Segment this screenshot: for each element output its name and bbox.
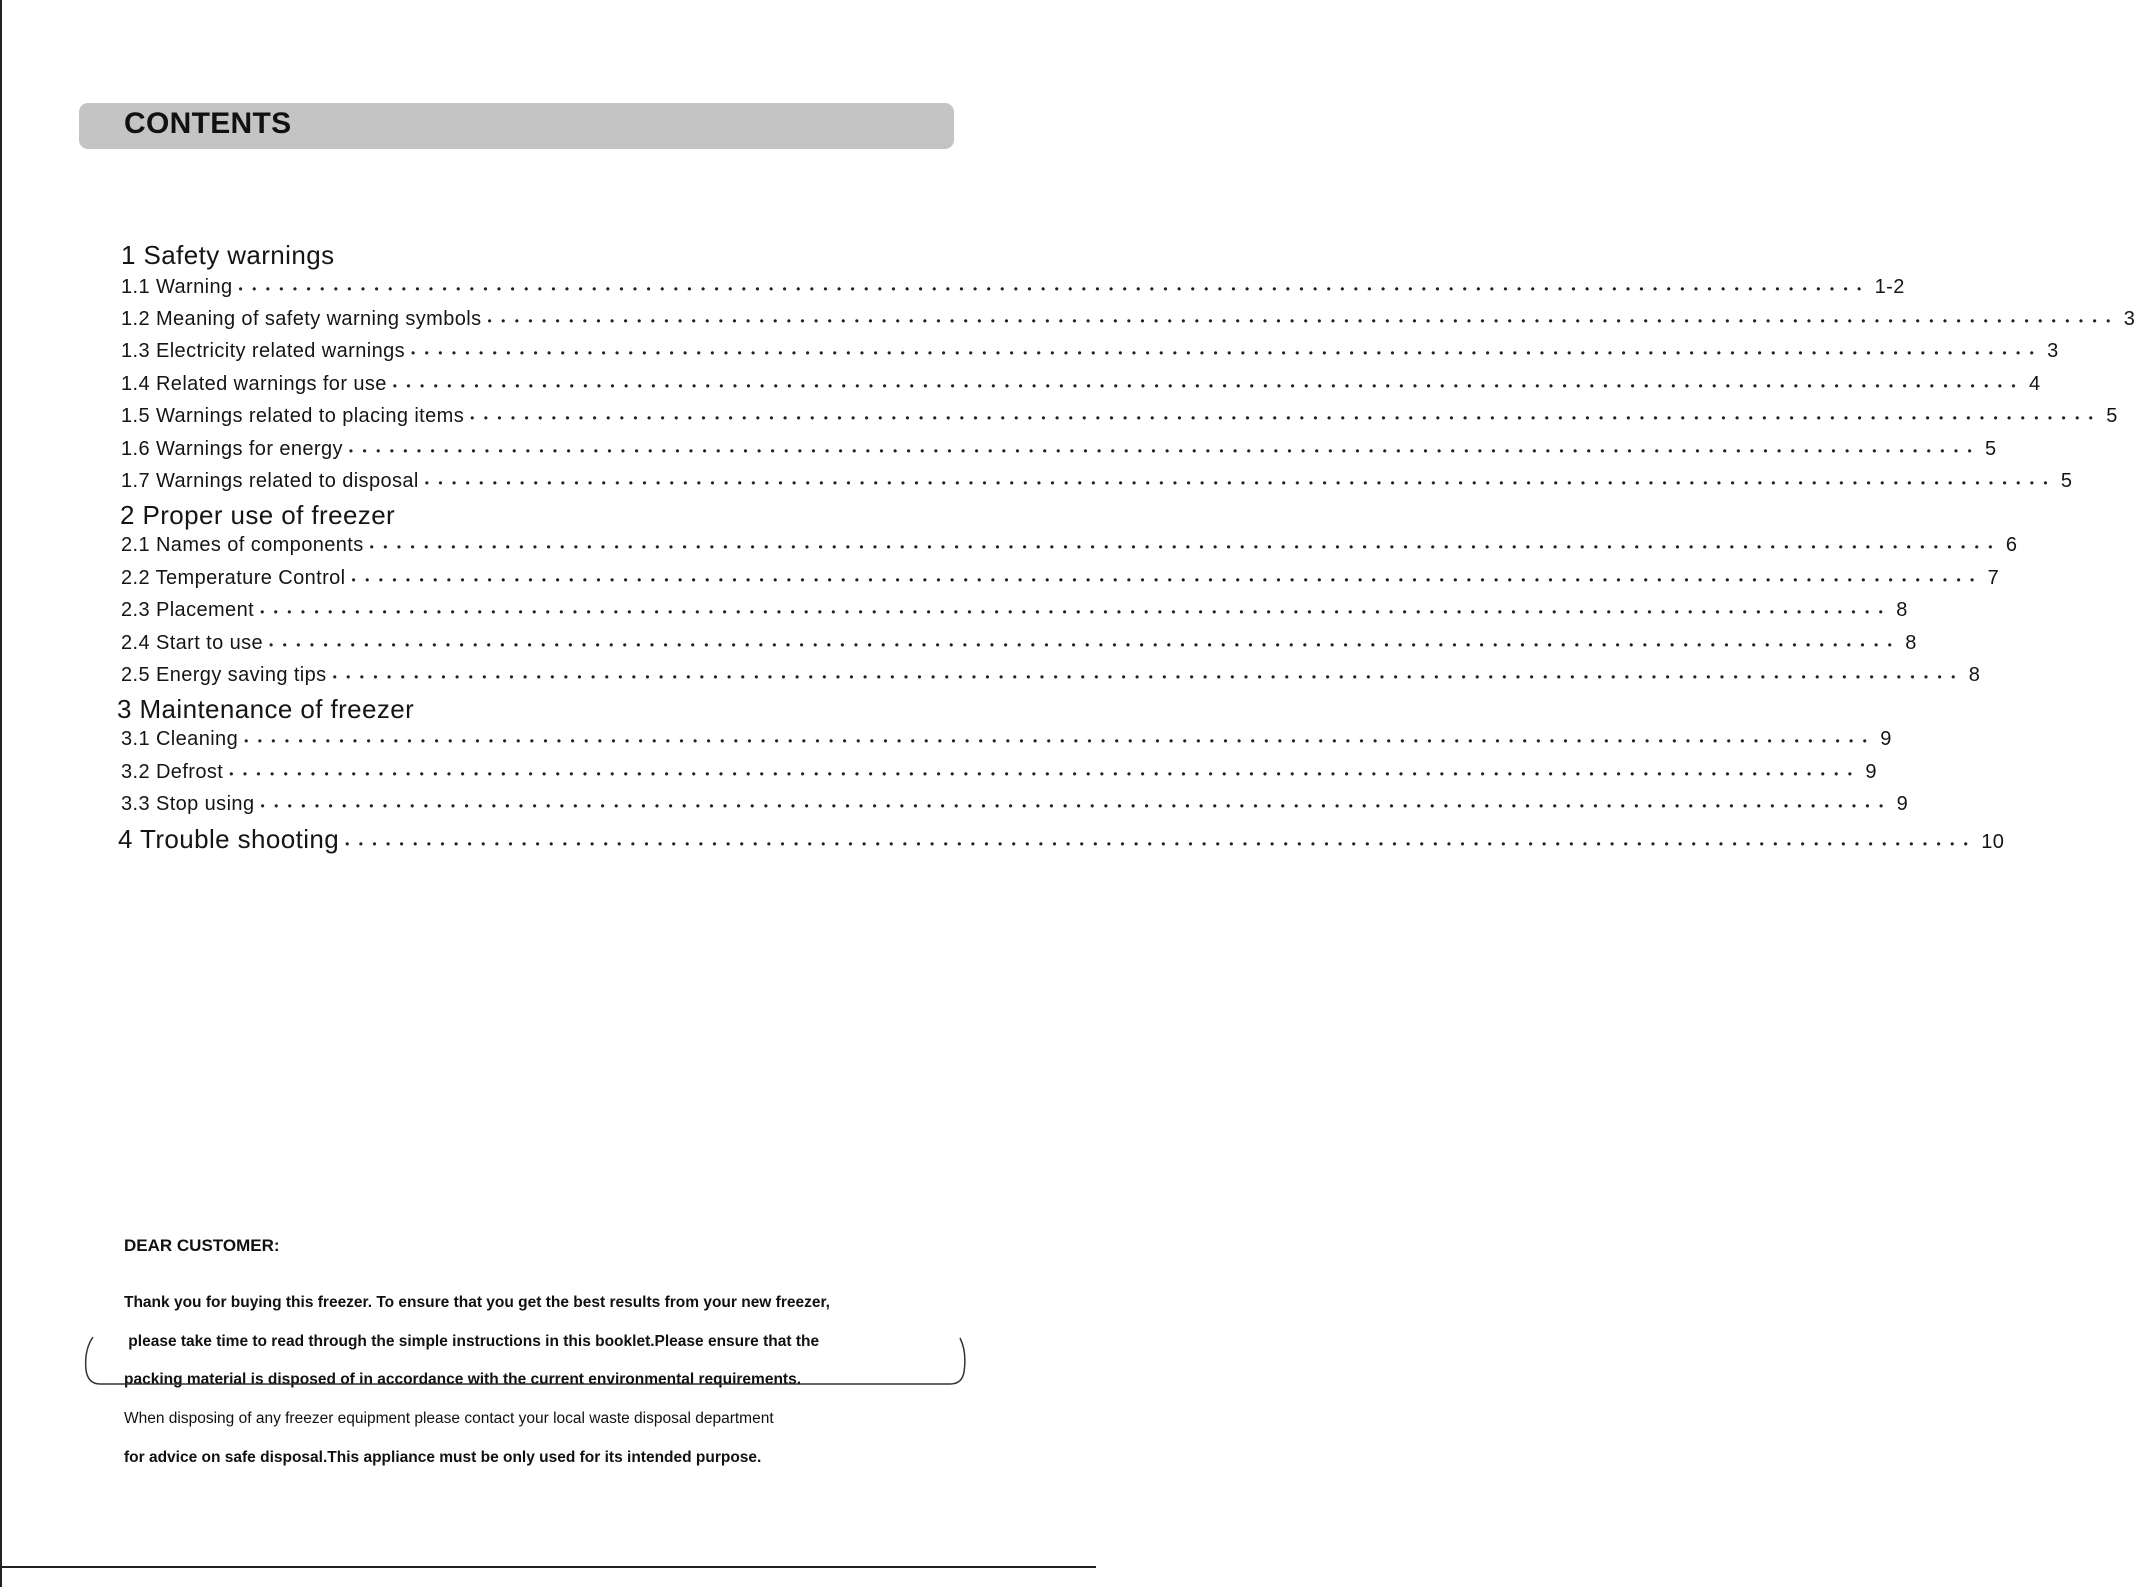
toc-page-number: 3: [2123, 308, 2135, 330]
toc-entry-title: 2.2 Temperature Control: [121, 567, 346, 589]
toc-entry: [121, 438, 1997, 461]
toc-entry: [121, 405, 2118, 428]
toc-page-number: 5: [1985, 438, 1997, 460]
toc-entry: [121, 534, 2018, 557]
toc-dot-leader: ••••••••••••••••••••••••••••••••••••••••••••••••••••••••••••••••••••••••••••••••••••••••••••••••••••••••••••••••••••••••: [392, 379, 2025, 393]
toc-entry-title: 1 Safety warnings: [121, 240, 335, 270]
toc-entry: [121, 470, 2073, 493]
toc-entry: [121, 340, 2059, 363]
toc-entry-title: 2.5 Energy saving tips: [121, 664, 327, 686]
toc-entry: [121, 567, 2000, 590]
customer-line: packing material is disposed of in accordance with the current environmental requirements.: [124, 1371, 802, 1389]
toc-dot-leader: ••••••••••••••••••••••••••••••••••••••••••••••••••••••••••••••••••••••••••••••••••••••••••••••••••••••••••••••••••••••••: [260, 605, 1893, 619]
toc-page-number: 8: [1905, 632, 1917, 654]
toc-entry-title: 4 Trouble shooting: [118, 824, 340, 854]
toc-entry: [121, 761, 1877, 784]
toc-entry: [121, 793, 1909, 816]
toc-entry-title: 3 Maintenance of freezer: [117, 694, 415, 724]
toc-dot-leader: ••••••••••••••••••••••••••••••••••••••••••••••••••••••••••••••••••••••••••••••••••••••••••••••••••••••••••••••••••••••••: [424, 476, 2057, 490]
toc-page-number: 10: [1981, 831, 2005, 853]
customer-line: Thank you for buying this freezer. To ensure that you get the best results from your new freezer,: [124, 1294, 830, 1312]
toc-entry-title: 3.3 Stop using: [121, 793, 255, 815]
toc-page-number: 5: [2106, 405, 2118, 427]
toc-entry: [121, 664, 1981, 687]
toc-dot-leader: ••••••••••••••••••••••••••••••••••••••••••••••••••••••••••••••••••••••••••••••••••••••••••••••••••••••••••••••••••••••••: [229, 767, 1862, 781]
toc-page-number: 8: [1968, 664, 1981, 686]
toc-dot-leader: ••••••••••••••••••••••••••••••••••••••••••••••••••••••••••••••••••••••••••••••••••••••••••••••••••••••••••••••••••••••••: [369, 540, 2002, 554]
toc-entry-title: 1.3 Electricity related warnings: [121, 340, 406, 362]
toc-page-number: 3: [2047, 340, 2059, 362]
toc-page-number: 4: [2028, 373, 2041, 395]
toc-entry: [121, 276, 1905, 299]
customer-line: for advice on safe disposal.This appliance must be only used for its intended purpose.: [124, 1448, 762, 1466]
toc-section: [120, 500, 620, 531]
toc-page-number: 7: [1987, 567, 2000, 589]
toc-page-number: 9: [1880, 728, 1892, 750]
toc-entry-title: 1.4 Related warnings for use: [121, 373, 387, 395]
toc-entry: [121, 599, 1908, 622]
toc-dot-leader: ••••••••••••••••••••••••••••••••••••••••••••••••••••••••••••••••••••••••••••••••••••••••••••••••••••••••••••••••••••••••: [351, 573, 1984, 587]
customer-heading: DEAR CUSTOMER:: [124, 1236, 280, 1255]
toc-dot-leader: ••••••••••••••••••••••••••••••••••••••••••••••••••••••••••••••••••••••••••••••••••••••••••••••••••••••••••••••••••••••••: [345, 837, 1978, 851]
toc-entry-title: 1.1 Warning: [121, 276, 233, 298]
toc-entry: [121, 308, 2135, 331]
page-title: CONTENTS: [124, 107, 292, 140]
toc-dot-leader: ••••••••••••••••••••••••••••••••••••••••••••••••••••••••••••••••••••••••••••••••••••••••••••••••••••••••••••••••••••••••: [260, 799, 1893, 813]
toc-dot-leader: ••••••••••••••••••••••••••••••••••••••••••••••••••••••••••••••••••••••••••••••••••••••••••••••••••••••••••••••••••••••••: [269, 638, 1902, 652]
toc-section: [121, 240, 621, 271]
toc-dot-leader: ••••••••••••••••••••••••••••••••••••••••••••••••••••••••••••••••••••••••••••••••••••••••••••••••••••••••••••••••••••••••: [348, 444, 1982, 458]
toc-dot-leader: ••••••••••••••••••••••••••••••••••••••••••••••••••••••••••••••••••••••••••••••••••••••••••••••••••••••••••••••••••••••••: [238, 282, 1871, 296]
toc-page-number: 6: [2005, 534, 2018, 556]
notice-bracket: [80, 1330, 975, 1390]
toc-dot-leader: ••••••••••••••••••••••••••••••••••••••••••••••••••••••••••••••••••••••••••••••••••••••••••••••••••••••••••••••••••••••••: [411, 346, 2044, 360]
toc-dot-leader: ••••••••••••••••••••••••••••••••••••••••••••••••••••••••••••••••••••••••••••••••••••••••••••••••••••••••••••••••••••••••: [332, 670, 1965, 684]
toc-entry-title: 1.6 Warnings for energy: [121, 438, 343, 460]
toc-dot-leader: ••••••••••••••••••••••••••••••••••••••••••••••••••••••••••••••••••••••••••••••••••••••••••••••••••••••••••••••••••••••••: [487, 314, 2120, 328]
toc-dot-leader: ••••••••••••••••••••••••••••••••••••••••••••••••••••••••••••••••••••••••••••••••••••••••••••••••••••••••••••••••••••••••: [244, 734, 1877, 748]
toc-entry-title: 2 Proper use of freezer: [120, 500, 396, 530]
toc-page-number: 9: [1865, 761, 1877, 783]
toc-entry-title: 3.1 Cleaning: [121, 728, 239, 750]
toc-page-number: 9: [1896, 793, 1909, 815]
toc-dot-leader: ••••••••••••••••••••••••••••••••••••••••••••••••••••••••••••••••••••••••••••••••••••••••••••••••••••••••••••••••••••••••: [470, 411, 2103, 425]
toc-entry-title: 1.7 Warnings related to disposal: [121, 470, 419, 492]
toc-entry-title: 2.4 Start to use: [121, 632, 264, 654]
toc-entry-title: 2.1 Names of components: [121, 534, 364, 556]
customer-line: please take time to read through the simple instructions in this booklet.Please ensure that the: [124, 1332, 820, 1350]
toc-page-number: 1-2: [1874, 276, 1905, 298]
toc-section: [118, 824, 2005, 855]
toc-entry-title: 2.3 Placement: [121, 599, 255, 621]
toc-entry-title: 1.2 Meaning of safety warning symbols: [121, 308, 482, 330]
toc-entry-title: 3.2 Defrost: [121, 761, 224, 783]
toc-page-number: 5: [2060, 470, 2073, 492]
page-border-bottom: [0, 1566, 1096, 1568]
toc-entry-title: 1.5 Warnings related to placing items: [121, 405, 465, 427]
toc-entry: [121, 728, 1892, 751]
customer-line: When disposing of any freezer equipment please contact your local waste disposal department: [124, 1410, 774, 1428]
toc-entry: [121, 632, 1917, 655]
toc-page-number: 8: [1896, 599, 1908, 621]
toc-entry: [121, 373, 2041, 396]
toc-section: [117, 694, 617, 725]
